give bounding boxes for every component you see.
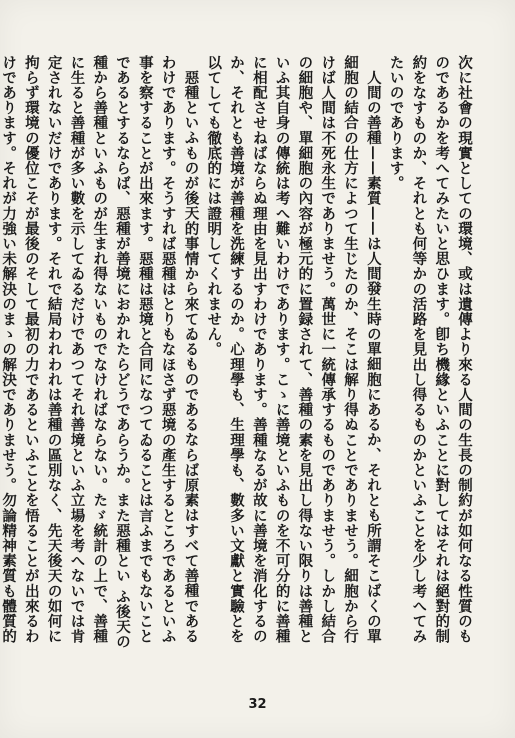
page-number: 32 xyxy=(248,697,267,712)
paragraph: 惡種といふものが後天的事情から來てゐるものであるならば原素はすべて善種であるわけであります。そうすれば惡種はとりもなほさず惡境の產生するところであるといふ事を察することが出來ます。惡種は惡境と合同になつてゐることは言ふまでもないことであるとするならば、惡種が善境におかれたらどうであらうか。また惡種とい ふ後天の種から善種といふものが生まれ得ないものでなければならない。たゞ統計の上で、善種に生ると善種が多い數を示してゐるだけであつてそれ善境といふ立場を考へないでは肯定されないだけであります。それで結局われわれは善種の區別なく、先天後天の如何に拘らず環境の優位こそが最後のそして最初の力であるといふことを悟ることが出來るわけであります。それが力強い未解決のまゝの解決でありませう。勿論精神素質も體質的 xyxy=(0,55,200,650)
paragraph: 次に社會の現實としての環境、或は遺傳より來る人間の生長の制約が如何なる性質のものであるかを考へてみたいと思ひます。卽ち機緣といふことに對してはそれは絕對的制約をなすものか、それとも何等かの活路を見出し得るものかといふことを少し考へてみたいのであります。 xyxy=(387,55,473,644)
paragraph: 人間の善種——素質——は人間發生時の單細胞にあるか、それとも所謂そこばくの單細胞の結合の仕方によつて生じたのか、そこは解り得ぬことでありませう。細胞から行けば人間は不死永生でありませう。萬世に一統傳承するものでありませう。しかし結合の細胞や、單細胞の內容が極元的に置録されて、善種の素を見出し得ない限りは善種といふ其自身の傳統は考へ難いわけであります。こゝに善境といふものを不可分的に善種に相配させねばならぬ理由を見出すわけであります。善種なるが故に善境を消化するのか、それとも善境が善種を洗練するのか。心理學も、生理學も、數多い文獻と實驗とを以てしても徹底的には證明してくれません。 xyxy=(205,55,382,644)
body-text xyxy=(0,55,475,655)
